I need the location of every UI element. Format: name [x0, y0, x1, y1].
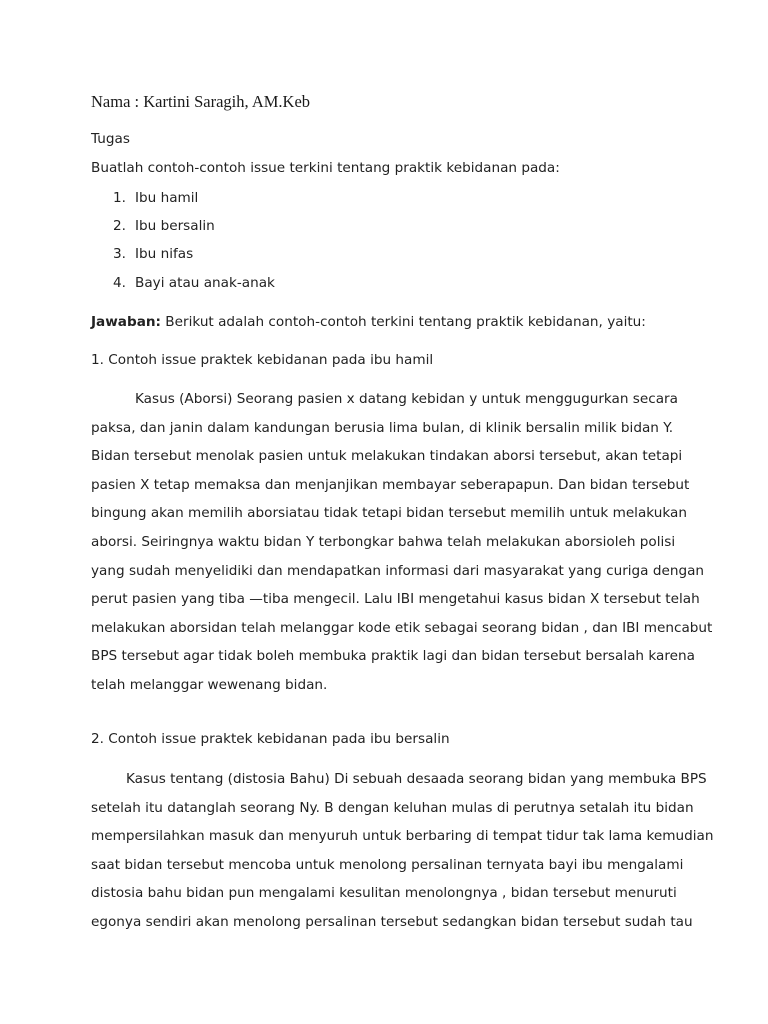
paragraph-line: telah melanggar wewenang bidan.: [91, 676, 328, 693]
paragraph-line: Kasus (Aborsi) Seorang pasien x datang kebidan y untuk menggugurkan secara: [135, 391, 678, 407]
section-heading: 1. Contoh issue praktek kebidanan pada ibu hamil: [91, 352, 434, 368]
paragraph-line: setelah itu datanglah seorang Ny. B dengan keluhan mulas di perutnya setalah itu bidan: [91, 799, 694, 816]
list-item-number: 4.: [113, 275, 126, 291]
paragraph-line: egonya sendiri akan menolong persalinan tersebut sedangkan bidan tersebut sudah tau: [91, 913, 693, 930]
paragraph-line: Bidan tersebut menolak pasien untuk melakukan tindakan aborsi tersebut, akan tetapi: [91, 448, 683, 465]
paragraph-line: BPS tersebut agar tidak boleh membuka praktik lagi dan bidan tersebut bersalah karena: [91, 648, 695, 665]
paragraph-line: mempersilahkan masuk dan menyuruh untuk berbaring di tempat tidur tak lama kemudian: [91, 828, 714, 845]
paragraph-line: Kasus tentang (distosia Bahu) Di sebuah desaada seorang bidan yang membuka BPS: [126, 771, 707, 787]
section-paragraph: [91, 765, 714, 937]
task-instruction: Buatlah contoh-contoh issue terkini tentang praktik kebidanan pada:: [91, 160, 560, 176]
author-name-line: Nama : Kartini Saragih, AM.Keb: [91, 92, 311, 111]
paragraph-line: pasien X tetap memaksa dan menjanjikan membayar seberapapun. Dan bidan tersebut: [91, 476, 690, 493]
section-paragraph: [91, 385, 713, 700]
section-heading: 2. Contoh issue praktek kebidanan pada ibu bersalin: [91, 731, 450, 747]
list-item-label: Ibu nifas: [135, 246, 194, 262]
paragraph-line: yang sudah menyelidiki dan mendapatkan informasi dari masyarakat yang curiga dengan: [91, 562, 705, 579]
paragraph-line: bingung akan memilih aborsiatau tidak tetapi bidan tersebut memilih untuk melakukan: [91, 505, 687, 522]
paragraph-line: saat bidan tersebut mencoba untuk menolong persalinan ternyata bayi ibu mengalami: [91, 856, 684, 873]
task-title: Tugas: [91, 131, 130, 147]
answer-intro-text: Berikut adalah contoh-contoh terkini tentang praktik kebidanan, yaitu:: [160, 314, 646, 330]
paragraph-line: melakukan aborsidan telah melanggar kode etik sebagai seorang bidan , dan IBI mencabut: [91, 619, 713, 636]
list-item-label: Ibu hamil: [135, 190, 199, 206]
paragraph-line: perut pasien yang tiba —tiba mengecil. Lalu IBI mengetahui kasus bidan X tersebut telah: [91, 591, 700, 608]
answer-label: Jawaban:: [91, 314, 161, 330]
answer-intro: [91, 314, 646, 330]
paragraph-line: distosia bahu bidan pun mengalami kesulitan menolongnya , bidan tersebut menuruti: [91, 885, 677, 902]
paragraph-line: paksa, dan janin dalam kandungan berusia lima bulan, di klinik bersalin milik bidan Y.: [91, 419, 674, 436]
list-item-label: Ibu bersalin: [135, 218, 215, 234]
paragraph-line: aborsi. Seiringnya waktu bidan Y terbongkar bahwa telah melakukan aborsioleh polisi: [91, 533, 676, 550]
list-item-number: 2.: [113, 218, 126, 234]
list-item-label: Bayi atau anak-anak: [135, 275, 275, 291]
list-item-number: 3.: [113, 246, 126, 262]
list-item-number: 1.: [113, 190, 126, 206]
